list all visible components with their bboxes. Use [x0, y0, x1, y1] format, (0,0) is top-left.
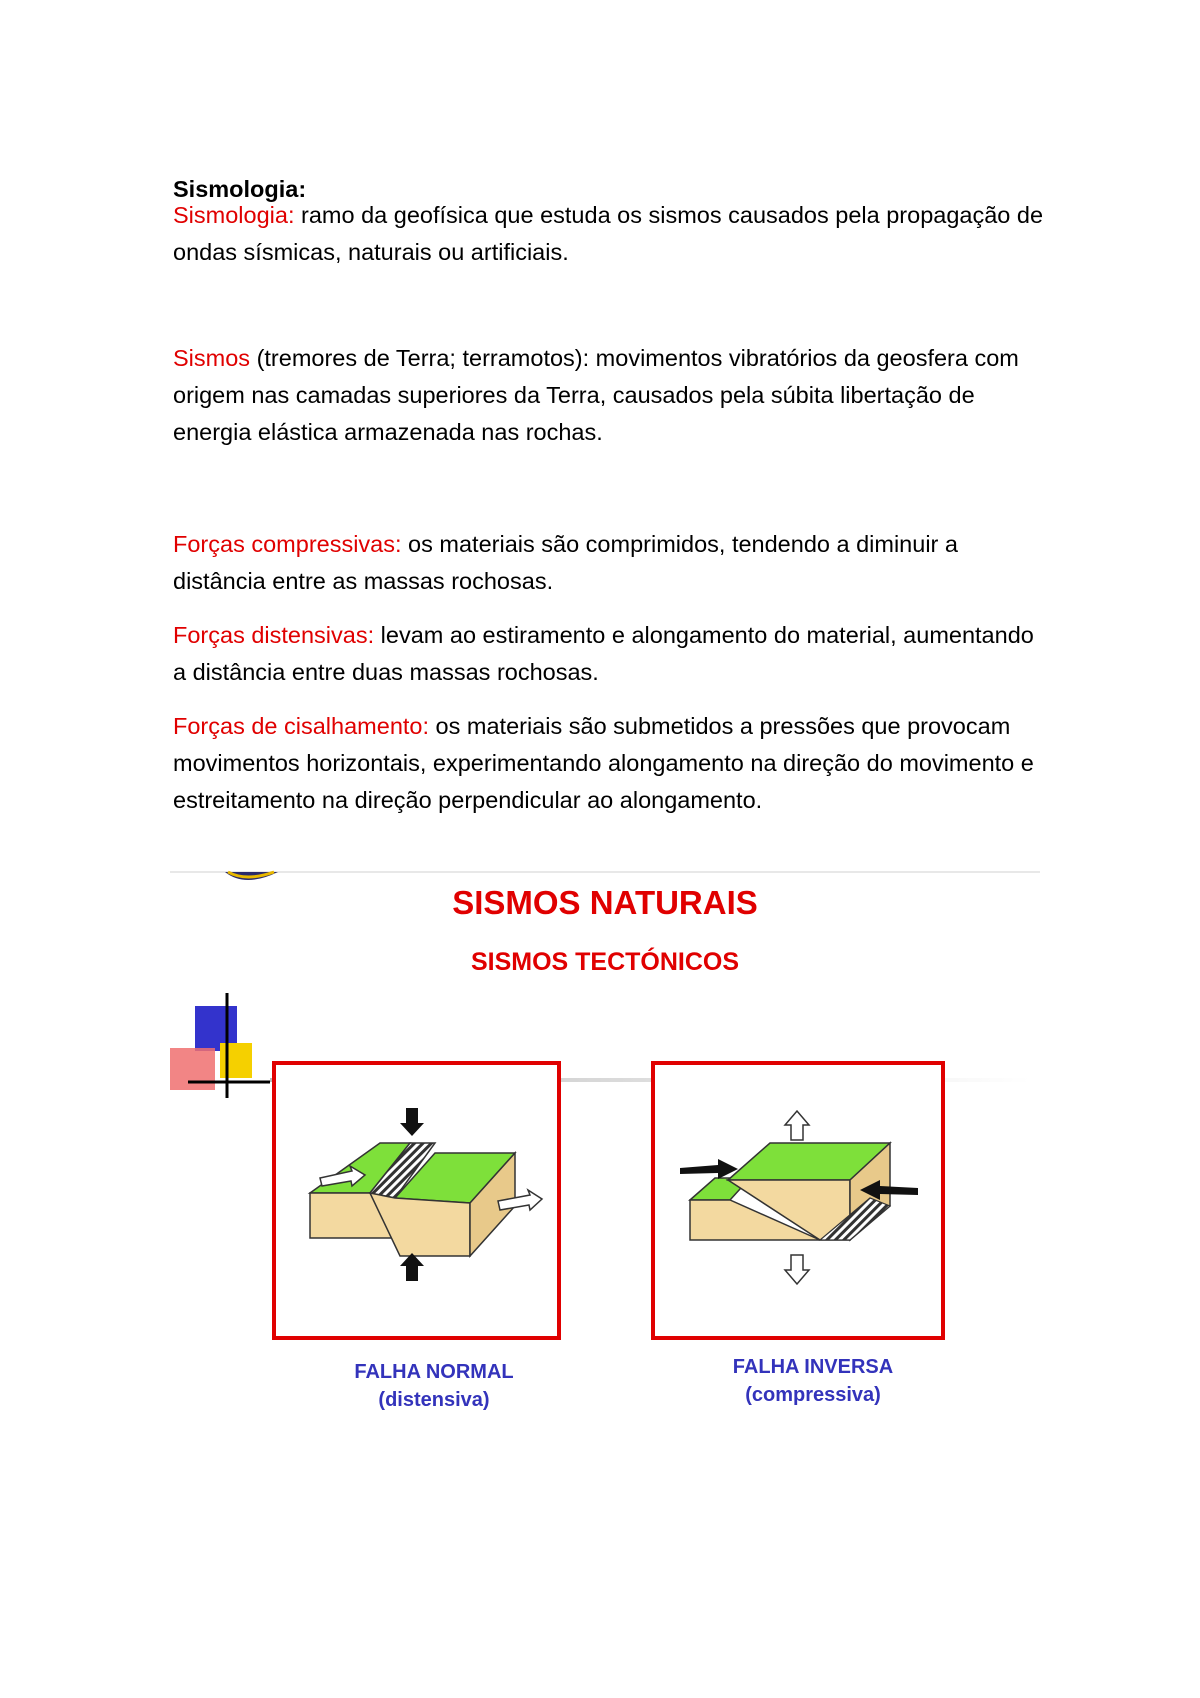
term-forcas-compressivas: Forças compressivas:	[173, 531, 402, 557]
paragraph-forcas-distensivas	[173, 617, 1053, 691]
red-square	[170, 1048, 215, 1090]
term-sismologia: Sismologia:	[173, 202, 295, 228]
caption-type: (compressiva)	[745, 1384, 881, 1406]
caption-falha-inversa	[663, 1353, 963, 1409]
term-sismos: Sismos	[173, 345, 251, 371]
page-heading: Sismologia:	[173, 175, 307, 202]
paragraph-forcas-compressivas	[173, 526, 1053, 600]
slide-subtitle: SISMOS TECTÓNICOS	[470, 948, 740, 976]
paragraph-sismologia	[173, 197, 1053, 271]
caption-name: FALHA INVERSA	[732, 1356, 894, 1378]
slide-title: SISMOS NATURAIS	[452, 884, 758, 921]
fault-types-slide	[170, 868, 1040, 1428]
normal-fault-box	[274, 1063, 559, 1338]
definition-forcas-cisalhamento: os materiais são submetidos a pressões que provocam movimentos horizontais, experimentando alongamento na direção do movimento e estreitamento na direção perpendicular ao alongamento.	[173, 713, 1034, 813]
term-forcas-cisalhamento: Forças de cisalhamento:	[173, 713, 430, 739]
caption-type: (distensiva)	[378, 1389, 490, 1411]
definition-forcas-compressivas: os materiais são comprimidos, tendendo a diminuir a distância entre as massas rochosas.	[173, 531, 958, 594]
definition-sismos: (tremores de Terra; terramotos): movimentos vibratórios da geosfera com origem nas camadas superiores da Terra, causados pela súbita libertação de energia elástica armazenada nas rochas.	[173, 345, 1019, 445]
term-forcas-distensivas: Forças distensivas:	[173, 622, 375, 648]
reverse-fault-box	[653, 1063, 943, 1338]
paragraph-forcas-cisalhamento	[173, 708, 1053, 819]
definition-forcas-distensivas: levam ao estiramento e alongamento do material, aumentando a distância entre duas massas rochosas.	[173, 622, 1034, 685]
paragraph-sismos	[173, 340, 1053, 451]
decorative-squares	[170, 993, 270, 1098]
caption-falha-normal	[284, 1358, 584, 1414]
caption-name: FALHA NORMAL	[354, 1361, 514, 1383]
definition-sismologia: ramo da geofísica que estuda os sismos causados pela propagação de ondas sísmicas, naturais ou artificiais.	[173, 202, 1044, 265]
yellow-square	[220, 1043, 252, 1078]
